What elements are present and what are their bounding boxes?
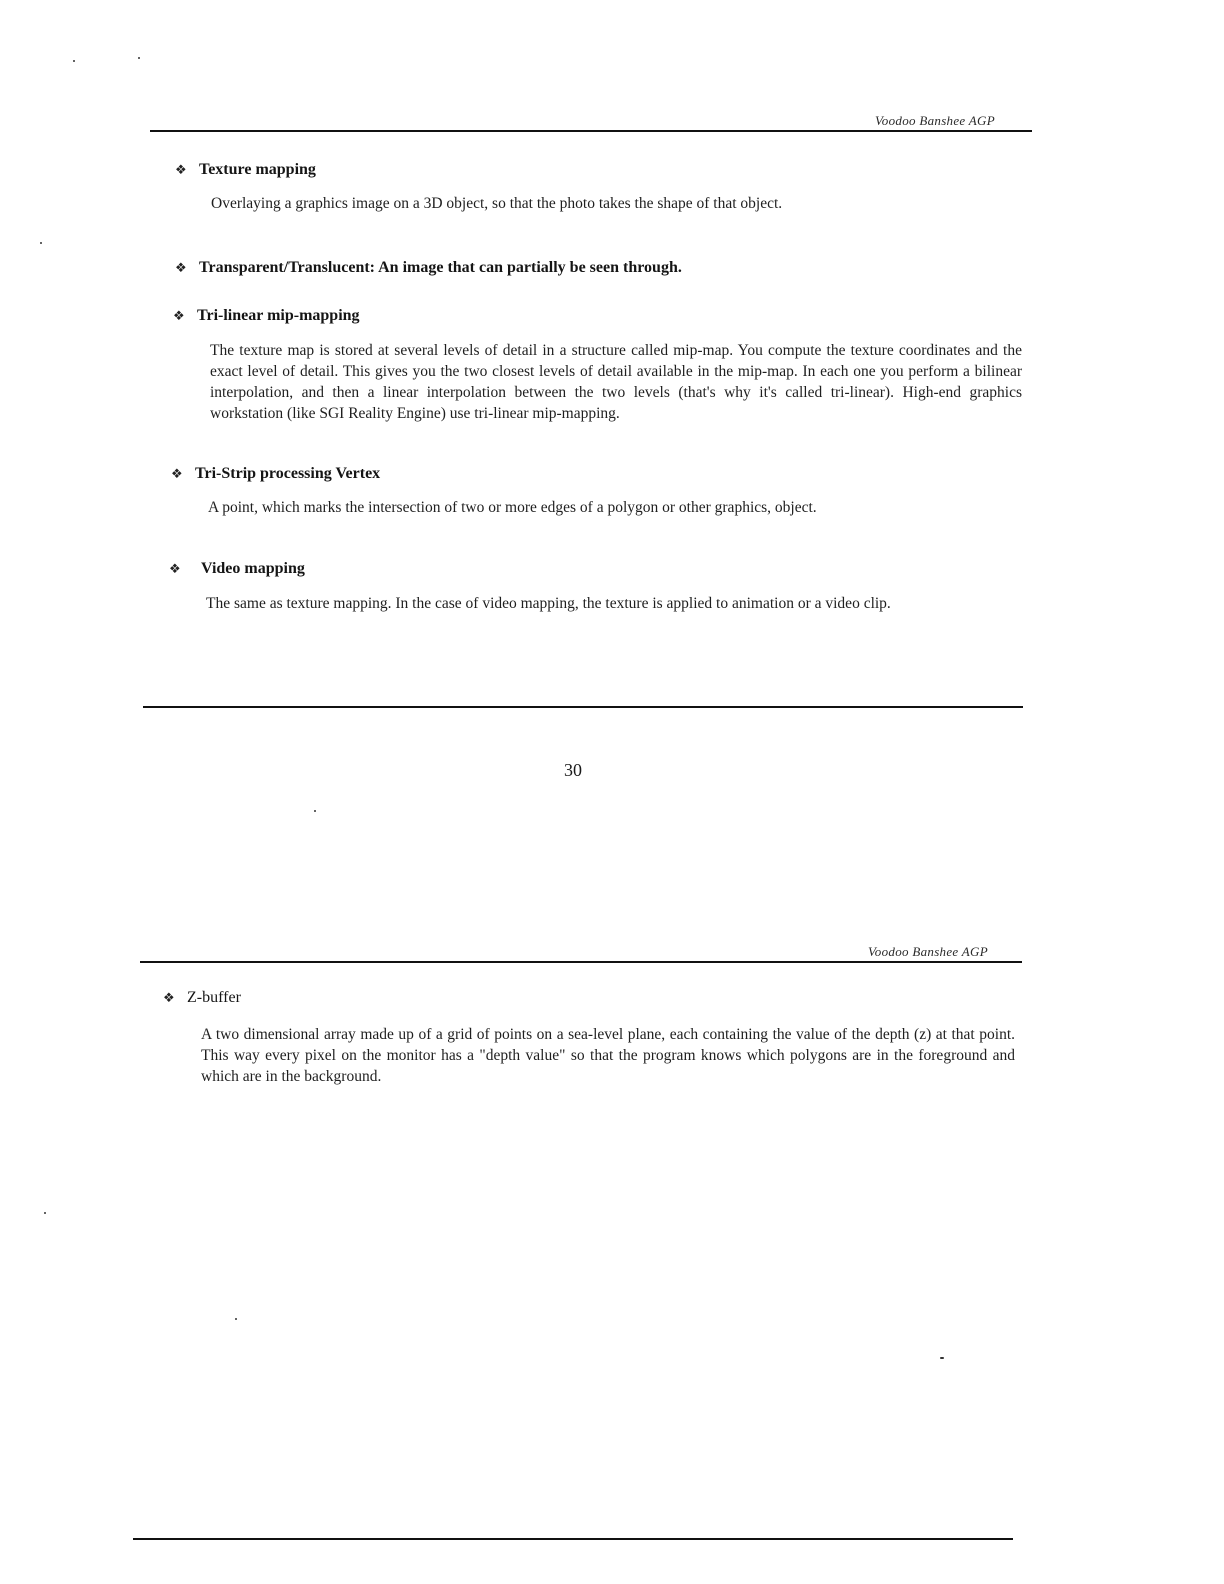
scan-speck <box>235 1318 237 1320</box>
header-rule <box>150 130 1032 132</box>
definition-texture-mapping: Overlaying a graphics image on a 3D object, so that the photo takes the shape of that object. <box>211 195 783 212</box>
running-header: Voodoo Banshee AGP <box>875 113 995 128</box>
diamond-bullet-icon: ❖ <box>175 162 187 177</box>
diamond-bullet-icon: ❖ <box>171 466 183 481</box>
term-z-buffer <box>163 989 241 1007</box>
footer-rule <box>143 706 1023 708</box>
term-label: Video mapping <box>201 560 305 577</box>
definition-video-mapping: The same as texture mapping. In the case of video mapping, the texture is applied to animation or a video clip. <box>206 595 891 612</box>
term-label: Tri-linear mip-mapping <box>197 307 360 324</box>
diamond-bullet-icon: ❖ <box>169 561 181 576</box>
term-label: Z-buffer <box>187 989 241 1006</box>
term-tri-strip-vertex <box>171 465 380 483</box>
running-header: Voodoo Banshee AGP <box>868 944 988 959</box>
term-label: Transparent/Translucent: An image that can partially be seen through. <box>199 259 682 276</box>
term-texture-mapping <box>175 161 316 179</box>
term-video-mapping <box>169 560 305 578</box>
definition-trilinear-mip-mapping: The texture map is stored at several levels of detail in a structure called mip-map. You compute the texture coordinates and the exact level of detail. This gives you the two closest levels of detail available in the mip-map. In each one you perform a bilinear interpolation, and then a linear interpolation between the two levels (that's why it's called tri-linear). High-end graphics workstation (like SGI Reality Engine) use tri-linear mip-mapping. <box>210 342 1022 422</box>
page-number: 30 <box>564 760 582 780</box>
scan-speck <box>138 57 140 59</box>
definition-tri-strip-vertex: A point, which marks the intersection of two or more edges of a polygon or other graphics, object. <box>208 499 817 516</box>
term-trilinear-mip-mapping <box>173 307 360 325</box>
scan-speck <box>314 810 316 812</box>
diamond-bullet-icon: ❖ <box>163 990 175 1005</box>
header-rule <box>140 961 1022 963</box>
footer-rule <box>133 1538 1013 1540</box>
scan-speck <box>940 1357 944 1359</box>
definition-z-buffer: A two dimensional array made up of a grid of points on a sea-level plane, each containing the value of the depth (z) at that point. This way every pixel on the monitor has a "depth value" so that the program knows which polygons are in the foreground and which are in the background. <box>201 1026 1015 1085</box>
diamond-bullet-icon: ❖ <box>175 260 187 275</box>
term-label: Tri-Strip processing Vertex <box>195 465 381 482</box>
term-label: Texture mapping <box>199 161 316 178</box>
diamond-bullet-icon: ❖ <box>173 308 185 323</box>
term-transparent-translucent <box>175 259 682 277</box>
scan-speck <box>44 1212 46 1214</box>
scan-speck <box>40 242 42 244</box>
scan-speck <box>73 60 75 62</box>
